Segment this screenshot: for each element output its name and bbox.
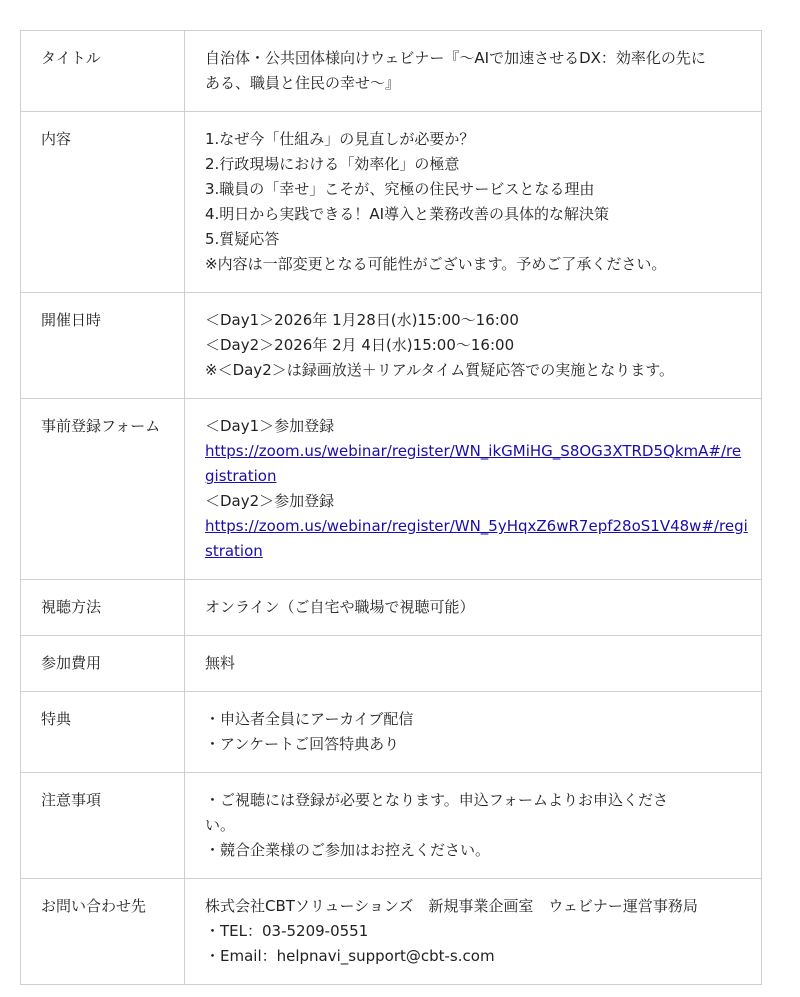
datetime-line: ※＜Day2＞は録画放送＋リアルタイム質疑応答での実施となります。: [205, 361, 675, 379]
value-datetime: [185, 293, 762, 399]
value-benefits: [185, 692, 762, 773]
label-title: タイトル: [21, 31, 185, 112]
value-viewing-method: [185, 580, 762, 636]
datetime-line: ＜Day2＞2026年 2月 4日(水)15:00〜16:00: [205, 336, 515, 354]
row-notes: [21, 773, 762, 879]
note-line: ・ご視聴には登録が必要となります。申込フォームよりお申込くださ: [205, 791, 669, 809]
title-line: 自治体・公共団体様向けウェビナー『〜AIで加速させるDX：効率化の先に: [205, 49, 706, 67]
content-line: 1.なぜ今「仕組み」の見直しが必要か？: [205, 130, 475, 148]
day1-registration-link[interactable]: https://zoom.us/webinar/register/WN_ikGMiHG_S8OG3XTRD5QkmA#/registration: [205, 442, 742, 485]
row-content: [21, 112, 762, 293]
note-line: ・競合企業様のご参加はお控えください。: [205, 841, 491, 859]
content-line: 5.質疑応答: [205, 230, 280, 248]
label-fee: 参加費用: [21, 636, 185, 692]
row-viewing-method: [21, 580, 762, 636]
benefit-line: ・アンケートご回答特典あり: [205, 735, 400, 753]
event-info-table: [20, 30, 762, 985]
row-fee: [21, 636, 762, 692]
value-title: [185, 31, 762, 112]
day2-registration-link[interactable]: https://zoom.us/webinar/register/WN_5yHqxZ6wR7epf28oS1V48w#/registration: [205, 517, 748, 560]
contact-line: 株式会社CBTソリューションズ 新規事業企画室 ウェビナー運営事務局: [205, 897, 698, 915]
content-line: 4.明日から実践できる！AI導入と業務改善の具体的な解決策: [205, 205, 609, 223]
benefit-line: ・申込者全員にアーカイブ配信: [205, 710, 414, 728]
day1-registration-label: ＜Day1＞参加登録: [205, 417, 335, 435]
fee-line: 無料: [205, 654, 236, 672]
label-registration: 事前登録フォーム: [21, 399, 185, 580]
viewing-method-line: オンライン（ご自宅や職場で視聴可能）: [205, 598, 475, 616]
row-datetime: [21, 293, 762, 399]
row-benefits: [21, 692, 762, 773]
contact-line: ・TEL：03-5209-0551: [205, 922, 369, 940]
label-contact: お問い合わせ先: [21, 879, 185, 985]
row-title: [21, 31, 762, 112]
value-notes: [185, 773, 762, 879]
note-line: い。: [205, 816, 236, 834]
content-line: 2.行政現場における「効率化」の極意: [205, 155, 460, 173]
label-content: 内容: [21, 112, 185, 293]
title-line: ある、職員と住民の幸せ〜』: [205, 74, 401, 92]
value-contact: [185, 879, 762, 985]
value-registration: [185, 399, 762, 580]
label-benefits: 特典: [21, 692, 185, 773]
day2-registration-label: ＜Day2＞参加登録: [205, 492, 335, 510]
value-content: [185, 112, 762, 293]
content-line: 3.職員の「幸せ」こそが、究極の住民サービスとなる理由: [205, 180, 595, 198]
row-registration: [21, 399, 762, 580]
value-fee: [185, 636, 762, 692]
row-contact: [21, 879, 762, 985]
contact-line: ・Email：helpnavi_support@cbt-s.com: [205, 947, 495, 965]
content-line: ※内容は一部変更となる可能性がございます。予めご了承ください。: [205, 255, 667, 273]
label-notes: 注意事項: [21, 773, 185, 879]
datetime-line: ＜Day1＞2026年 1月28日(水)15:00〜16:00: [205, 311, 519, 329]
label-datetime: 開催日時: [21, 293, 185, 399]
label-viewing-method: 視聴方法: [21, 580, 185, 636]
